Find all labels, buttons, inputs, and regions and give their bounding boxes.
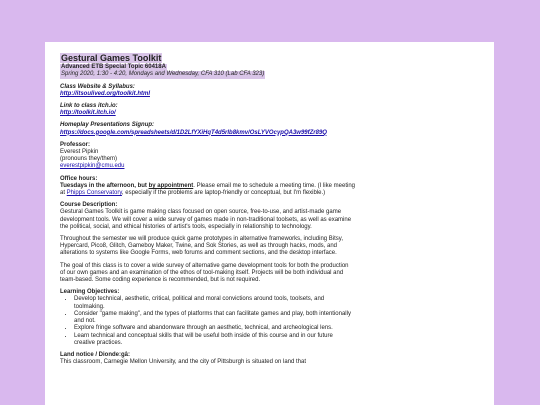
professor-pronouns: (pronouns they/them) <box>60 156 118 163</box>
document-page <box>45 42 494 405</box>
objectives-list <box>60 296 355 346</box>
doc-schedule: Spring 2020, 1:30 - 4:20, Mondays and Wednesday, CFA 310 (Lab CFA 323) <box>61 71 265 78</box>
course-description-p1: Gestural Games Toolkit is game making class focused on open source, free-to-use, and artist-made game development tools. We will cover a wide survey of games made in non-traditional toolsets, as well as examine the political, social, and ethical histories of artist's tools, especially in relationship to technology. <box>60 209 352 230</box>
objective-item: • Consider "game making", and the types of platforms that can facilitate games and play, both intentionally and not. <box>74 311 355 325</box>
office-hours-text <box>60 183 355 197</box>
doc-title: Gestural Games Toolkit <box>61 53 162 63</box>
course-description-p2: Throughout the semester we will produce quick game prototypes in alternative frameworks, including Bitsy, Hypercard, Pico8, Glitch, Gameboy Maker, Twine, and Sok Stories, as well as through hacks, mods, and alterations to systems like Google Forms, web forums and comment sections, and the desktop interface. <box>60 236 344 257</box>
office-hours-body2: , especially if the problems are laptop-friendly or conceptual, but I'm flexible.) <box>121 190 326 197</box>
professor-name: Everest Pipkin <box>60 149 99 156</box>
phipps-link[interactable]: Phipps Conservatory <box>66 190 122 197</box>
course-description-label: Course Description: <box>60 202 118 209</box>
homeplay-label: Homeplay Presentations Signup: <box>60 122 155 129</box>
objectives-label: Learning Objectives: <box>60 289 120 296</box>
objective-item: • Learn technical and conceptual skills that will be useful both inside of this course and in our future creative practices. <box>74 333 355 347</box>
office-hours-label: Office hours: <box>60 175 98 182</box>
course-description-p3: The goal of this class is to cover a wide survey of alternative game development tools for both the production of our own games and an examination of the ethos of tool-making itself. Projects will be both individual and team-based. Some coding experience is recommended, but is not required. <box>60 262 349 284</box>
objective-item: • Explore fringe software and abandonware through an aesthetic, technical, and archeological lens. <box>74 325 355 332</box>
class-website-label: Class Website & Syllabus: <box>60 83 135 90</box>
office-hours-appointment: by appointment <box>148 182 194 189</box>
class-website-link[interactable]: http://itsoulived.org/toolkit.html <box>60 90 150 97</box>
land-notice-text: This classroom, Carnegie Mellon University, and the city of Pittsburgh is situated on land that <box>60 359 307 366</box>
objective-item: • Develop technical, aesthetic, critical, political and moral convictions around tools, toolsets, and toolmaking. <box>74 296 355 310</box>
professor-label: Professor: <box>60 141 91 148</box>
professor-email-link[interactable]: everestpipkin@cmu.edu <box>60 163 125 170</box>
office-hours-body1: . Please email me to schedule a meeting time. (I like meeting at <box>60 182 355 197</box>
document-content <box>60 53 355 366</box>
doc-subtitle: Advanced ETB Special Topic 60418A <box>61 64 166 71</box>
itch-label: Link to class itch.io: <box>60 103 118 110</box>
land-notice-label: Land notice / Diondeːgâ: <box>60 351 130 358</box>
homeplay-link[interactable]: https://docs.google.com/spreadsheets/d/1D2LfYXiHqT4d5rlb8kmv/OsLYVOcypQA3w99fZr89Q <box>60 129 327 136</box>
office-hours-days: Tuesdays in the afternoon, but <box>60 182 147 189</box>
itch-link[interactable]: http://toolkit.itch.io/ <box>60 110 116 117</box>
